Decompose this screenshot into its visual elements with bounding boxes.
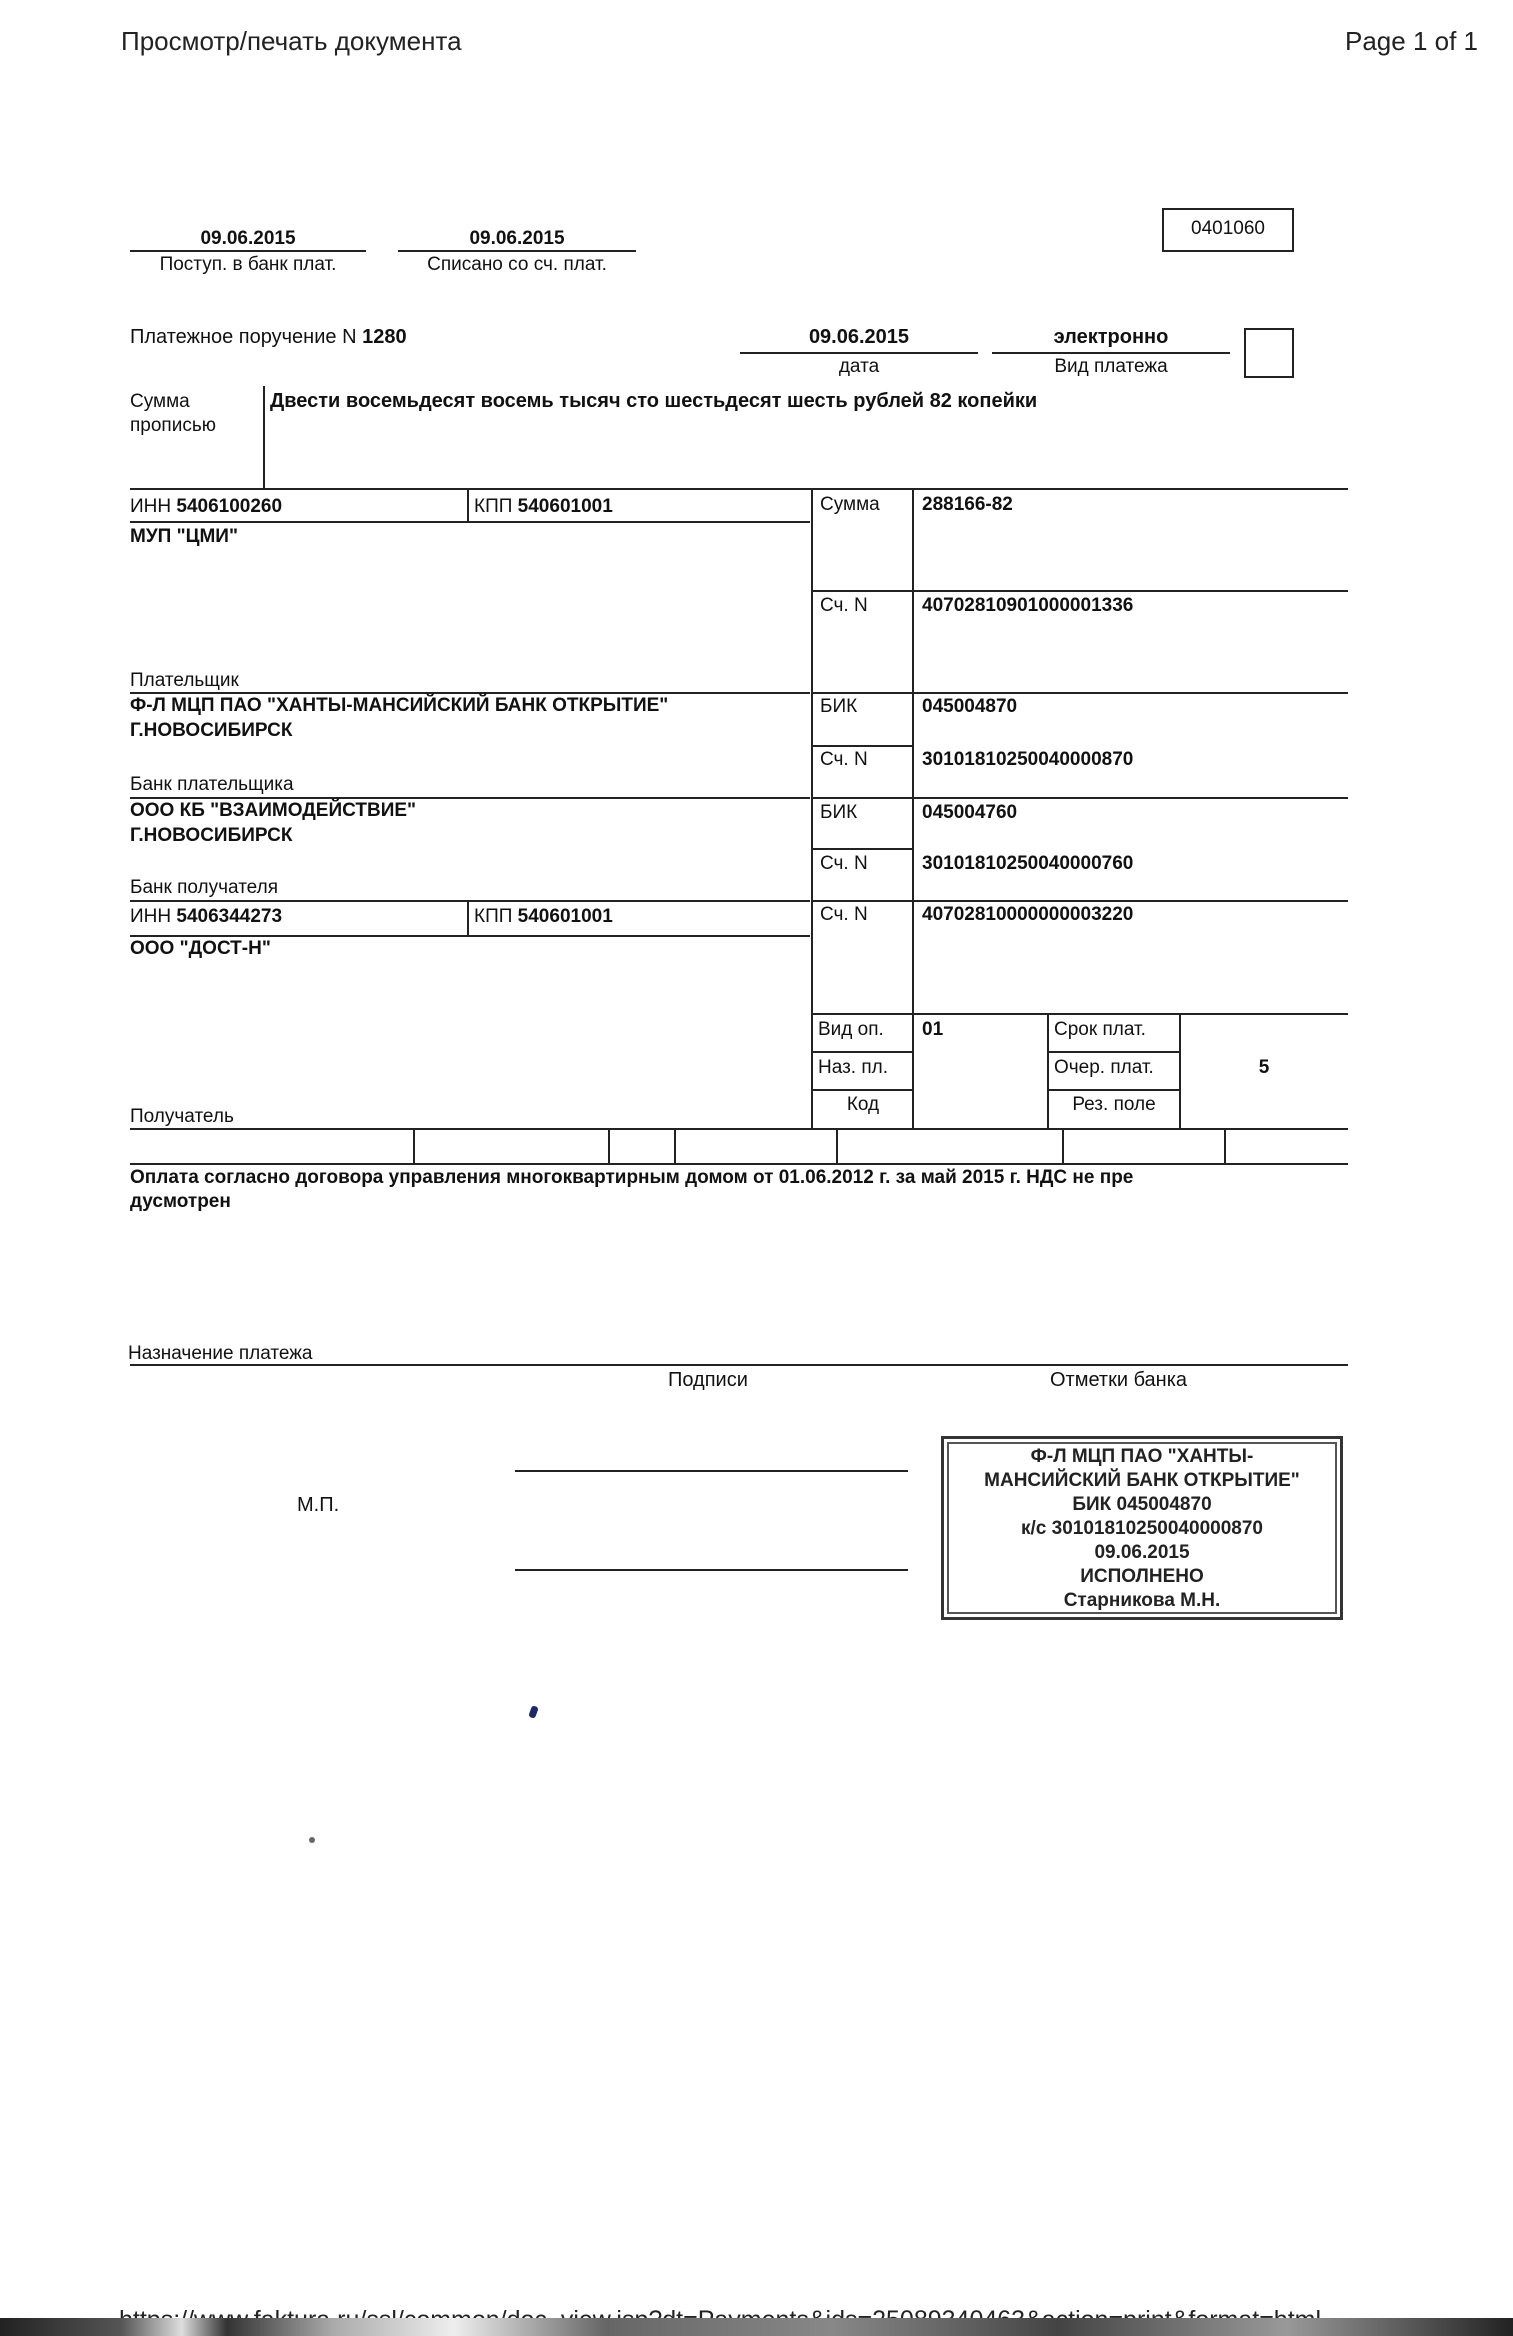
bank-stamp: Ф-Л МЦП ПАО "ХАНТЫ- МАНСИЙСКИЙ БАНК ОТКРЫТИЕ" БИК 045004870 к/с 30101810250040000870 09.06.2015 ИСПОЛНЕНО Старникова М.Н.: [941, 1436, 1343, 1620]
mp-label: М.П.: [297, 1494, 340, 1516]
ink-mark: [528, 1705, 539, 1719]
payee-acc: 40702810000000003220: [922, 904, 1134, 925]
payer-acc-label: Сч. N: [820, 595, 868, 616]
payer-bank-name-2: Г.НОВОСИБИРСК: [130, 720, 293, 741]
vid-op: 01: [922, 1019, 944, 1040]
pay-type-label: Вид платежа: [1054, 356, 1168, 377]
payee-name: ООО "ДОСТ-Н": [130, 938, 271, 959]
received-label: Поступ. в банк плат.: [159, 254, 337, 275]
rez-label: Рез. поле: [1072, 1094, 1156, 1115]
doc-title: Платежное поручение N 1280: [130, 326, 407, 348]
payee-bank-bik: 045004760: [922, 802, 1018, 823]
payer-inn: ИНН 5406100260: [130, 496, 283, 517]
payee-acc-label: Сч. N: [820, 904, 868, 925]
page-number: Page 1 of 1: [1345, 26, 1478, 56]
pay-type-box: [1244, 328, 1294, 378]
payer-label: Плательщик: [130, 670, 239, 691]
payer-bank-acc-label: Сч. N: [820, 749, 868, 770]
vid-op-label: Вид оп.: [818, 1019, 884, 1040]
doc-date: 09.06.2015: [808, 326, 910, 348]
debited-date: 09.06.2015: [469, 228, 565, 249]
payer-bank-name-1: Ф-Л МЦП ПАО "ХАНТЫ-МАНСИЙСКИЙ БАНК ОТКРЫТИЕ": [130, 695, 669, 716]
payer-acc: 40702810901000001336: [922, 595, 1134, 616]
received-date: 09.06.2015: [200, 228, 296, 249]
amount-words: Двести восемьдесят восемь тысяч сто шестьдесят шесть рублей 82 копейки: [270, 390, 1038, 412]
payer-name: МУП "ЦМИ": [130, 526, 238, 547]
payer-bank-acc: 30101810250040000870: [922, 749, 1134, 770]
payer-bank-bik-label: БИК: [820, 696, 858, 717]
ink-mark: [309, 1837, 315, 1843]
signatures-label: Подписи: [668, 1369, 748, 1391]
payee-bank-bik-label: БИК: [820, 802, 858, 823]
form-code: 0401060: [1162, 208, 1294, 252]
amount-value: 288166-82: [922, 494, 1013, 515]
payer-kpp: КПП 540601001: [474, 496, 613, 517]
amount-label: Сумма: [820, 494, 880, 515]
scan-edge: [0, 2318, 1513, 2336]
payee-bank-name-1: ООО КБ "ВЗАИМОДЕЙСТВИЕ": [130, 800, 417, 821]
payer-bank-bik: 045004870: [922, 696, 1018, 717]
bank-marks-label: Отметки банка: [1050, 1369, 1188, 1391]
purpose-label: Назначение платежа: [128, 1343, 313, 1364]
amount-words-label: Сумма прописью: [130, 391, 216, 436]
naz-pl-label: Наз. пл.: [818, 1057, 888, 1078]
page-title: Просмотр/печать документа: [121, 26, 462, 56]
payee-bank-acc: 30101810250040000760: [922, 853, 1134, 874]
ocher-value: 5: [1258, 1057, 1270, 1078]
kod-label: Код: [846, 1094, 880, 1115]
debited-label: Списано со сч. плат.: [427, 254, 607, 275]
payee-bank-name-2: Г.НОВОСИБИРСК: [130, 825, 293, 846]
purpose-line-2: дусмотрен: [130, 1191, 231, 1212]
ocher-label: Очер. плат.: [1054, 1057, 1154, 1078]
payer-bank-label: Банк плательщика: [130, 774, 294, 795]
srok-label: Срок плат.: [1054, 1019, 1146, 1040]
pay-type: электронно: [1053, 326, 1169, 348]
payee-inn: ИНН 5406344273: [130, 906, 283, 927]
purpose-line-1: Оплата согласно договора управления многоквартирным домом от 01.06.2012 г. за май 2015 г. НДС не пре: [130, 1167, 1134, 1188]
payee-label: Получатель: [130, 1106, 234, 1127]
payee-kpp: КПП 540601001: [474, 906, 613, 927]
payee-bank-label: Банк получателя: [130, 877, 278, 898]
payee-bank-acc-label: Сч. N: [820, 853, 868, 874]
doc-date-label: дата: [838, 356, 880, 377]
